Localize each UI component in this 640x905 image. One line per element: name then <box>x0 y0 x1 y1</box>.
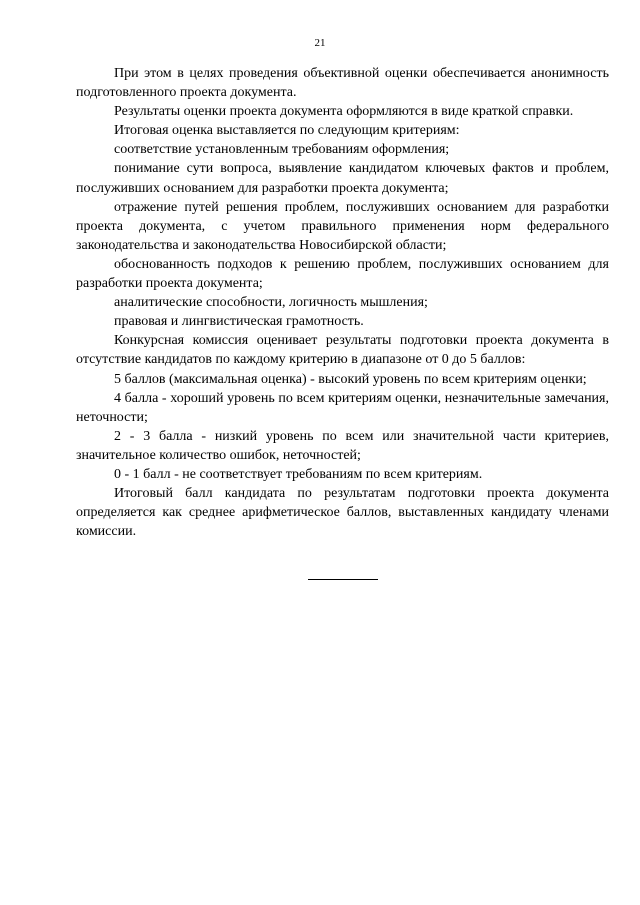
score-5: 5 баллов (максимальная оценка) - высокий уровень по всем критериям оценки; <box>114 371 587 387</box>
criterion-understanding: понимание сути вопроса, выявление кандидатом ключевых фактов и проблем, послуживших основанием для разработки проекта документа; <box>76 161 609 196</box>
paragraph-final-score: Итоговый балл кандидата по результатам подготовки проекта документа определяется как среднее арифметическое баллов, выставленных кандидату членами комиссии. <box>76 486 609 540</box>
score-0-1: 0 - 1 балл - не соответствует требованиям по всем критериям. <box>114 466 483 482</box>
criterion-analytical: аналитические способности, логичность мышления; <box>114 295 428 311</box>
end-divider <box>308 579 378 580</box>
criterion-formatting: соответствие установленным требованиям оформления; <box>114 142 450 158</box>
criterion-justification: обоснованность подходов к решению проблем, послуживших основанием для разработки проекта документа; <box>76 256 609 292</box>
criterion-literacy: правовая и лингвистическая грамотность. <box>114 314 364 330</box>
score-4: 4 балла - хороший уровень по всем критериям оценки, незначительные замечания, неточности; <box>76 390 609 425</box>
paragraph-results-format: Результаты оценки проекта документа оформляются в виде краткой справки. <box>114 104 574 120</box>
criterion-solutions: отражение путей решения проблем, послуживших основанием для разработки проекта документа, с учетом правильного применения норм федерального законодательства и законодательства Новосибирской области; <box>76 199 609 253</box>
document-body <box>76 64 609 541</box>
paragraph-criteria-intro: Итоговая оценка выставляется по следующим критериям: <box>114 123 460 139</box>
page-number: 21 <box>314 37 326 49</box>
paragraph-anonymity: При этом в целях проведения объективной оценки обеспечивается анонимность подготовленного проекта документа. <box>76 66 609 101</box>
score-2-3: 2 - 3 балла - низкий уровень по всем или значительной части критериев, значительное количество ошибок, неточностей; <box>76 428 609 463</box>
paragraph-commission-scoring: Конкурсная комиссия оценивает результаты подготовки проекта документа в отсутствие кандидатов по каждому критерию в диапазоне от 0 до 5 баллов: <box>76 333 609 368</box>
